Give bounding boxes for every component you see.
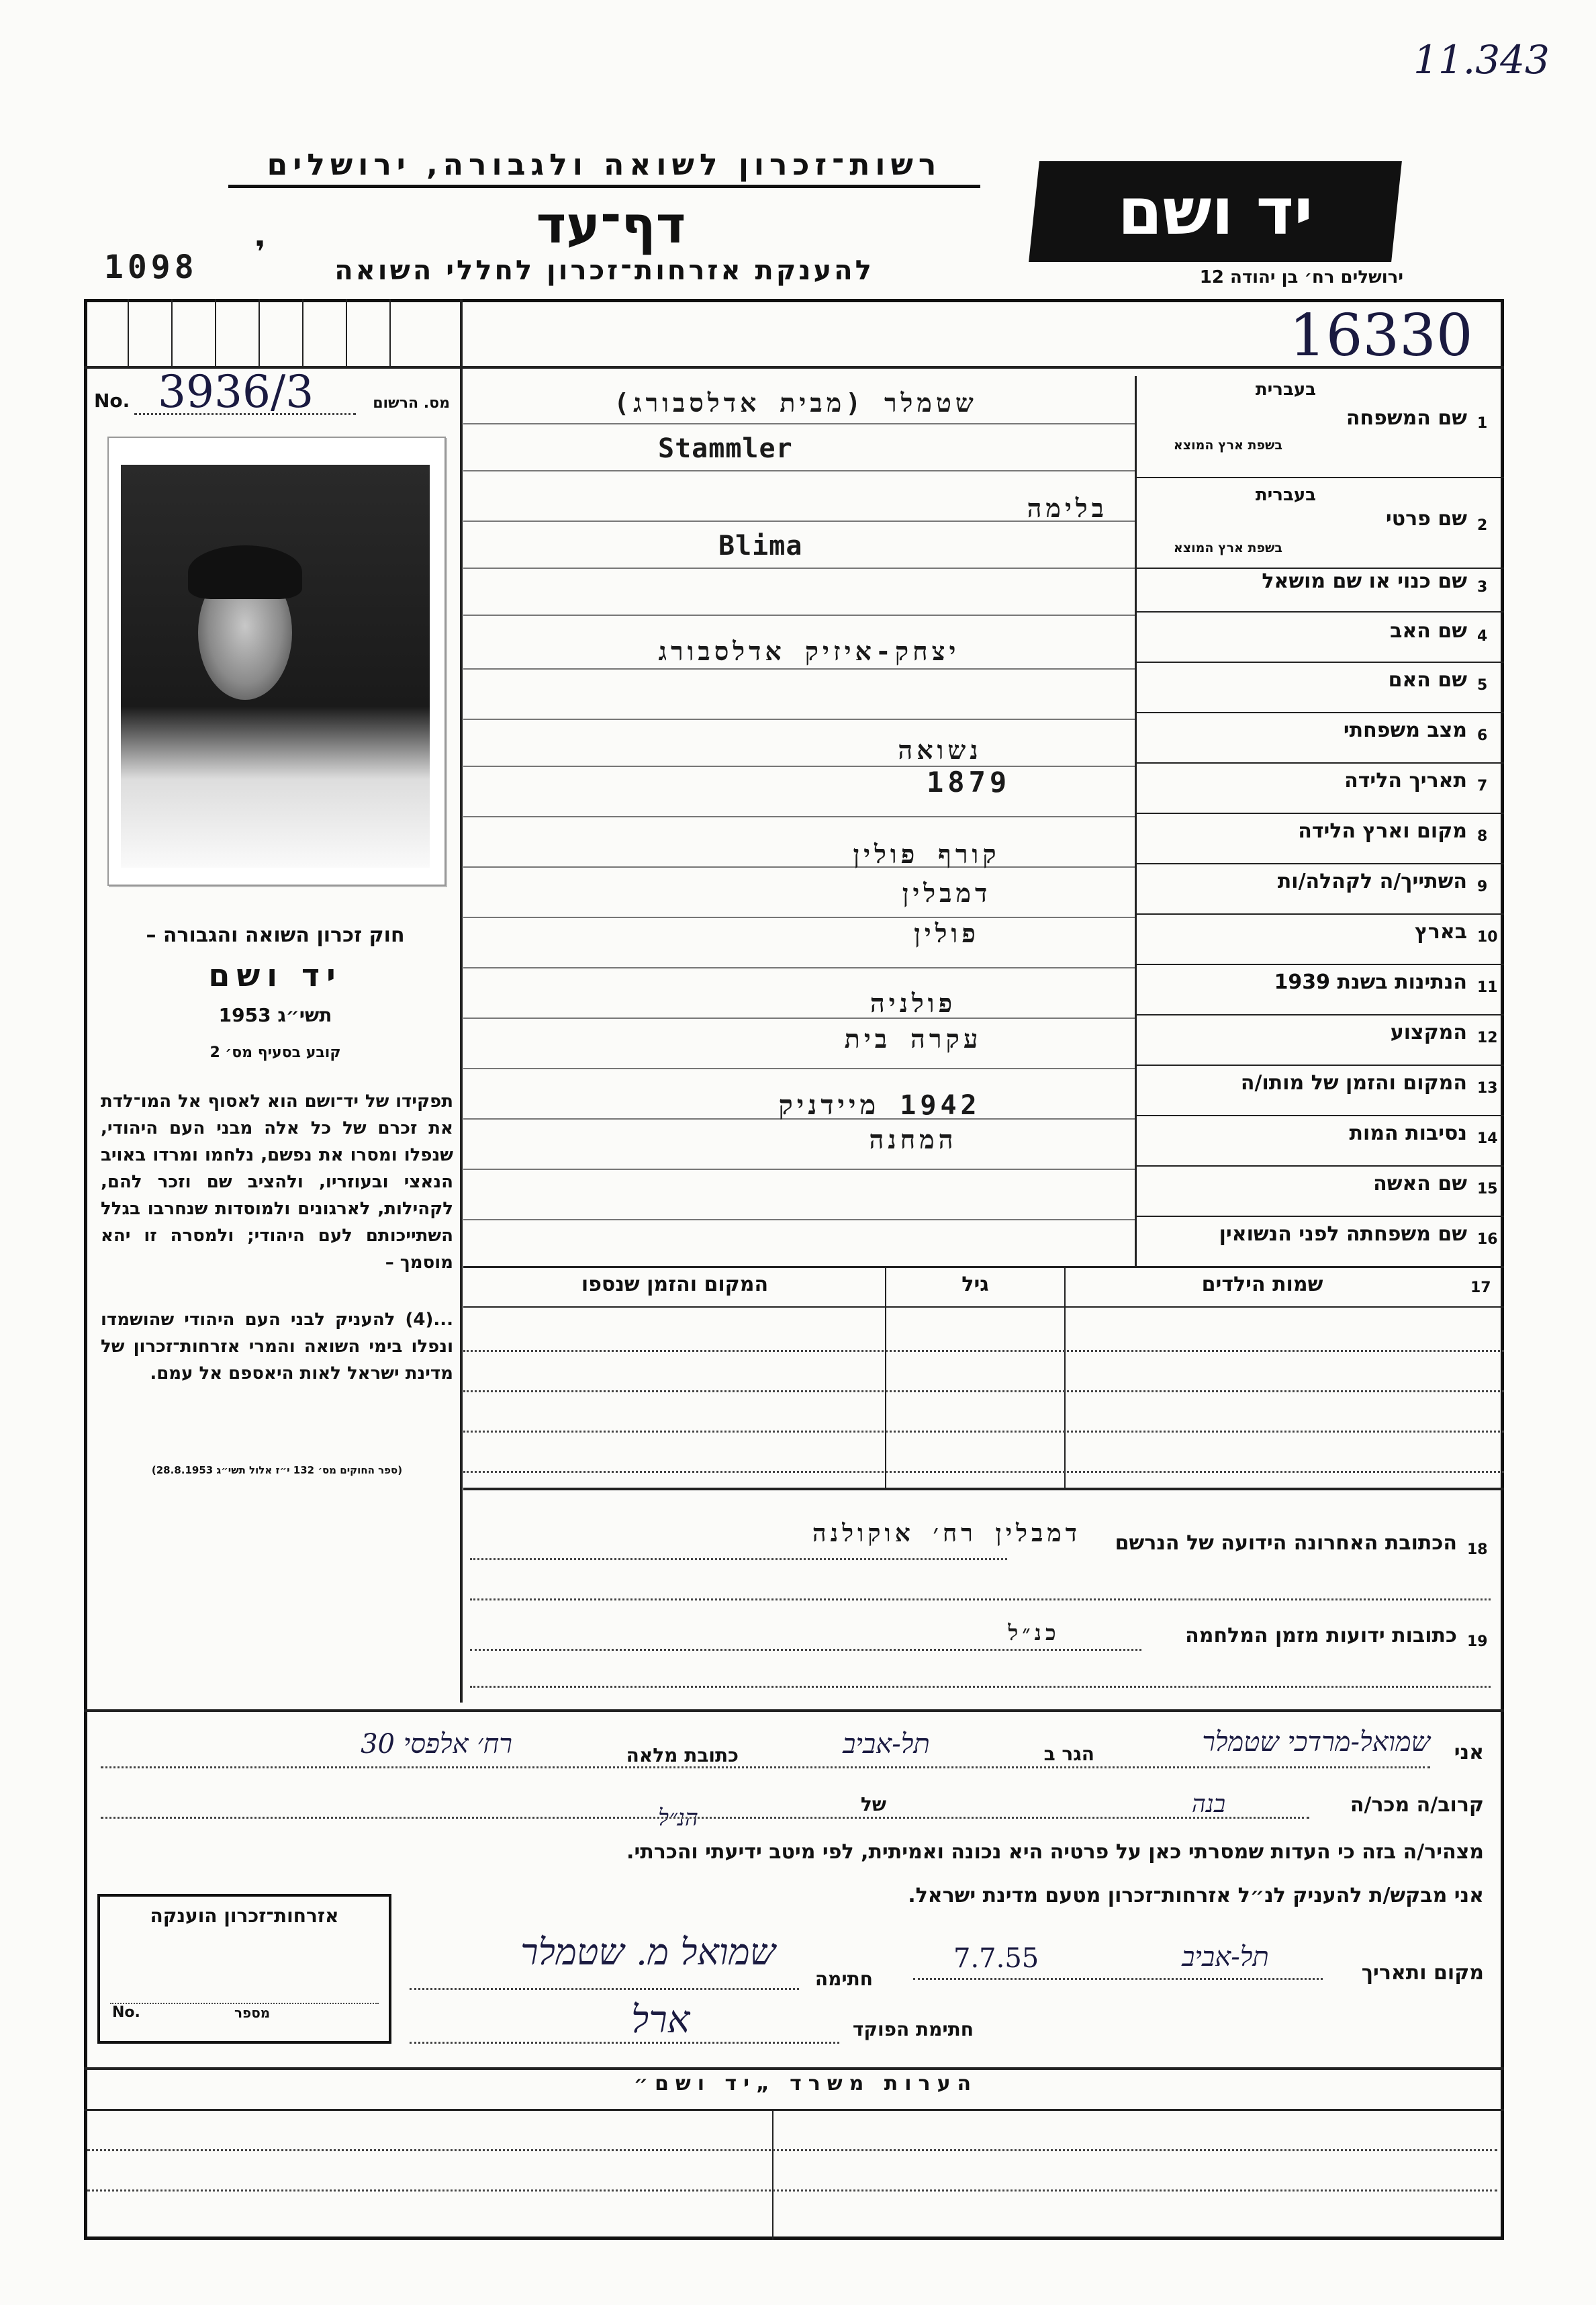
statement-2: אני מבקש/ת להעניק לנ״ל אזרחות־זכרון מטעם מדינת ישראל. <box>908 1884 1484 1907</box>
row-line <box>1135 568 1504 569</box>
field-1-value: שטמלר (מבית אדלסבורג) <box>614 388 978 418</box>
field-19-label: כתובות ידועות מזמן המלחמה <box>1185 1624 1457 1647</box>
strip-box <box>171 299 173 366</box>
value-line <box>463 816 1135 817</box>
registration-number: 3936/3 <box>158 366 314 418</box>
law-section: קובע בסעיף מס׳ 2 <box>209 1044 341 1061</box>
field-10-value: פולין <box>914 919 980 948</box>
tick-mark: ❜ <box>255 235 266 269</box>
field-13-number: 13 <box>1477 1080 1498 1097</box>
remarks-col-divider <box>772 2109 773 2240</box>
left-column-divider <box>460 299 463 1703</box>
field-14-label: נסיבות המות <box>1349 1122 1467 1145</box>
law-paragraph-2: ...(4) להעניק לבני העם היהודי שהושמדו ונפלו בימי השואה והמרי אזרחות־זכרון של מדינת ישראל לאות היאספם אל עמם. <box>101 1310 453 1384</box>
children-table-header-line <box>463 1306 1504 1308</box>
field-11-label: הנתינות בשנת 1939 <box>1274 970 1467 994</box>
award-box-number-label: מספר <box>234 2005 271 2021</box>
field-8-number: 8 <box>1477 828 1488 845</box>
field-9-number: 9 <box>1477 878 1488 895</box>
value-line <box>463 967 1135 968</box>
field-1-value-latin: Stammler <box>658 433 793 464</box>
strip-box <box>259 299 260 366</box>
value-line <box>463 470 1135 471</box>
logo-text: יד ושם <box>1117 174 1313 249</box>
field-19-line <box>470 1649 1141 1651</box>
field-18-number: 18 <box>1467 1541 1488 1558</box>
declarant-address: רח׳ אלפסי 30 <box>361 1729 512 1760</box>
field-2-number: 2 <box>1477 517 1488 534</box>
field-15-number: 15 <box>1477 1181 1498 1197</box>
award-box-line <box>110 2003 379 2004</box>
file-number: 16330 <box>1289 302 1473 369</box>
law-year: תשי״ג 1953 <box>218 1004 332 1026</box>
signature-label: חתימה <box>814 1968 873 1990</box>
value-line <box>463 766 1135 767</box>
children-col-place: המקום והזמן שנספו <box>581 1273 769 1296</box>
declarant-name: שמואל-מרדכי שטמלר <box>1202 1727 1430 1758</box>
officer-signature: ארל <box>631 1998 690 2042</box>
officer-signature-label: חתימת הפוקד <box>852 2018 974 2040</box>
strip-box <box>346 299 347 366</box>
field-19-value: כנ״ל <box>1008 1620 1060 1645</box>
remarks-top-line <box>84 2067 1504 2070</box>
children-col-divider <box>885 1266 886 1488</box>
org-line: רשות־זכרון לשואה ולגבורה, ירושלים <box>228 148 980 188</box>
value-line <box>463 1219 1135 1220</box>
address-label: כתובת מלאה <box>626 1744 739 1766</box>
law-citation: (ספר החוקים מס׳ 132 י״ז אלול תשי״ג 28.8.1953) <box>151 1464 403 1476</box>
strip-box <box>128 299 129 366</box>
children-table-bottom <box>463 1488 1504 1490</box>
statement-1: מצהיר/ה בזה כי העדות שמסרתי כאן על פרטיה היא נכונה ואמיתית, לפי מיטב ידיעתי והכרתי. <box>626 1840 1484 1864</box>
strip-box <box>302 299 303 366</box>
children-table-top <box>463 1266 1504 1268</box>
field-6-value: נשואה <box>898 735 982 765</box>
value-line <box>463 568 1135 569</box>
field-2-value-latin: Blima <box>718 531 803 561</box>
field-12-number: 12 <box>1477 1030 1498 1046</box>
row-line <box>1135 1014 1504 1015</box>
field-15-label: שם האשה <box>1373 1172 1467 1195</box>
field-18-label: הכתובת האחרונה הידועה של הנרשם <box>1115 1531 1457 1555</box>
row-line <box>1135 712 1504 713</box>
law-heading: חוק זכרון השואה והגבורה – <box>146 923 405 947</box>
registration-no-label: No. <box>94 390 130 412</box>
yad-vashem-logo <box>1029 161 1402 262</box>
photo-image <box>121 465 430 868</box>
field-11-number: 11 <box>1477 979 1498 996</box>
value-line <box>463 423 1135 424</box>
field-18-line <box>470 1558 1007 1560</box>
field-1-label: שם המשפחה <box>1346 406 1467 430</box>
left-number: 1098 <box>104 248 198 286</box>
field-9-value: דמבלין <box>902 878 992 908</box>
remarks-title: הערות משרד „יד ושם״ <box>633 2072 978 2095</box>
declarant-relation: בנה <box>1191 1791 1226 1818</box>
row-line <box>1135 863 1504 864</box>
field-16-label: שם משפחתה לפני הנשואין <box>1219 1222 1467 1246</box>
field-13-value: 1942 מיידניק <box>778 1090 981 1121</box>
children-row-line <box>463 1431 1504 1433</box>
field-19-number: 19 <box>1467 1633 1488 1650</box>
field-4-label: שם האב <box>1390 619 1467 643</box>
of-label: של <box>860 1793 886 1815</box>
declarant-i-label: אני <box>1454 1741 1484 1764</box>
row-line <box>1135 1065 1504 1066</box>
field-6-number: 6 <box>1477 727 1488 744</box>
field-19-line-2 <box>470 1686 1491 1688</box>
award-box-title: אזרחות־זכרון הוענקה <box>150 1905 339 1927</box>
row-line <box>1135 762 1504 764</box>
citizenship-award-box <box>97 1894 391 2044</box>
children-row-line <box>463 1390 1504 1392</box>
field-12-value: עקרה בית <box>844 1024 982 1054</box>
children-row-line <box>463 1350 1504 1352</box>
children-col-names: שמות הילדים <box>1201 1273 1323 1296</box>
value-line <box>463 668 1135 670</box>
field-1-number: 1 <box>1477 415 1488 432</box>
resides-label: הגר ב <box>1043 1743 1094 1765</box>
place-date-line <box>913 1978 1323 1980</box>
label-column-divider <box>1135 376 1137 1266</box>
field-3-label: שם כנוי או שם מושאל <box>1262 570 1467 593</box>
value-line <box>463 719 1135 720</box>
form-subtitle: להענקת אזרחות־זכרון לחללי השואה <box>334 255 874 286</box>
relative-line <box>101 1817 1309 1819</box>
declarant-line <box>101 1766 1430 1768</box>
field-16-number: 16 <box>1477 1231 1498 1248</box>
field-12-label: המקצוע <box>1390 1021 1467 1044</box>
field-18-value: דמבלין רח׳ אוקולנה <box>812 1520 1081 1547</box>
logo-address: ירושלים רח׳ בן יהודה 12 <box>1199 267 1403 287</box>
field-1-hebrew-sublabel: בעברית <box>1255 379 1316 400</box>
remarks-header-line <box>84 2109 1504 2111</box>
field-2-value: בלימה <box>1027 494 1108 523</box>
field-18-line-2 <box>470 1598 1491 1600</box>
row-line <box>1135 477 1504 478</box>
row-line <box>1135 1165 1504 1167</box>
field-14-number: 14 <box>1477 1130 1498 1147</box>
field-9-label: השתייך/ה לקהלה/ות <box>1277 870 1467 893</box>
strip-box <box>389 299 391 366</box>
registration-line <box>134 413 356 415</box>
row-line <box>1135 662 1504 663</box>
field-4-number: 4 <box>1477 628 1488 645</box>
portrait-photo <box>107 437 446 886</box>
registration-label: מס. הרשום <box>373 395 450 412</box>
field-7-value: 1879 <box>927 766 1011 799</box>
value-line <box>463 615 1135 616</box>
field-4-value: יצחק-איזיק אדלסבורג <box>658 637 960 666</box>
declaration-place: תל-אביב <box>1182 1942 1269 1973</box>
relative-label: קרוב/ה מכר/ה <box>1350 1793 1484 1817</box>
declaration-top-line <box>84 1709 1504 1712</box>
declarant-signature: שמואל מ. שטמלר <box>520 1931 776 1973</box>
field-5-number: 5 <box>1477 677 1488 694</box>
field-8-value: קורף פולין <box>853 840 1000 869</box>
row-line <box>1135 913 1504 915</box>
row-line <box>1135 1115 1504 1116</box>
children-col-divider <box>1064 1266 1066 1488</box>
children-col-age: גיל <box>961 1273 989 1296</box>
field-11-value: פולניה <box>870 989 957 1018</box>
field-13-label: המקום והזמן של מותו/ה <box>1240 1071 1467 1095</box>
value-line <box>463 1068 1135 1069</box>
signature-line <box>410 1988 799 1990</box>
form-title: דף־עד <box>536 195 686 255</box>
field-2-hebrew-sublabel: בעברית <box>1255 485 1316 505</box>
declaration-date: 7.7.55 <box>953 1943 1039 1974</box>
field-5-label: שם האם <box>1388 668 1467 692</box>
field-8-label: מקום וארץ הלידה <box>1298 819 1467 843</box>
field-2-origin-sublabel: בשפת ארץ המוצא <box>1173 541 1282 555</box>
value-line <box>463 1169 1135 1170</box>
remarks-line <box>87 2189 1497 2191</box>
declarant-of-value: הנ״ל <box>658 1805 698 1832</box>
value-line <box>463 917 1135 918</box>
field-7-label: תאריך הלידה <box>1344 769 1467 793</box>
declarant-city: תל-אביב <box>843 1729 930 1760</box>
field-10-number: 10 <box>1477 929 1498 946</box>
field-1-origin-sublabel: בשפת ארץ המוצא <box>1173 438 1282 453</box>
remarks-line <box>87 2149 1497 2151</box>
field-6-label: מצב משפחתי <box>1343 719 1467 742</box>
law-name: יד ושם <box>208 957 342 993</box>
field-2-label: שם פרטי <box>1385 507 1467 531</box>
row-line <box>1135 813 1504 814</box>
place-date-label: מקום ותאריך <box>1361 1961 1484 1985</box>
row-line <box>1135 964 1504 965</box>
row-line <box>1135 611 1504 613</box>
award-box-no-label: No. <box>112 2004 140 2021</box>
law-paragraph-1: תפקידו של יד־ושם הוא לאסוף אל המו־לדת את זכרם של כל אלה מבני העם היהודי, שנפלו ומסרו את נפשם, נלחמו ומרדו באויב הנאצי ובעוזריו, ולהציב שם וזכר להם, לקהילות, לארגונים ולמוסדות שנחרבו בגלל השתייכותם לעם היהודי; ולמסרה זו יהא מוסמך – <box>101 1091 453 1273</box>
field-7-number: 7 <box>1477 778 1488 795</box>
field-14-value: המחנה <box>869 1125 957 1155</box>
photo-hair <box>188 545 302 599</box>
strip-box <box>215 299 216 366</box>
children-table-number: 17 <box>1470 1279 1491 1296</box>
field-3-number: 3 <box>1477 579 1488 596</box>
children-row-line <box>463 1471 1504 1473</box>
officer-line <box>410 2042 839 2044</box>
row-line <box>1135 1216 1504 1217</box>
field-10-label: בארץ <box>1414 920 1467 944</box>
archive-number: 11.343 <box>1413 37 1550 83</box>
